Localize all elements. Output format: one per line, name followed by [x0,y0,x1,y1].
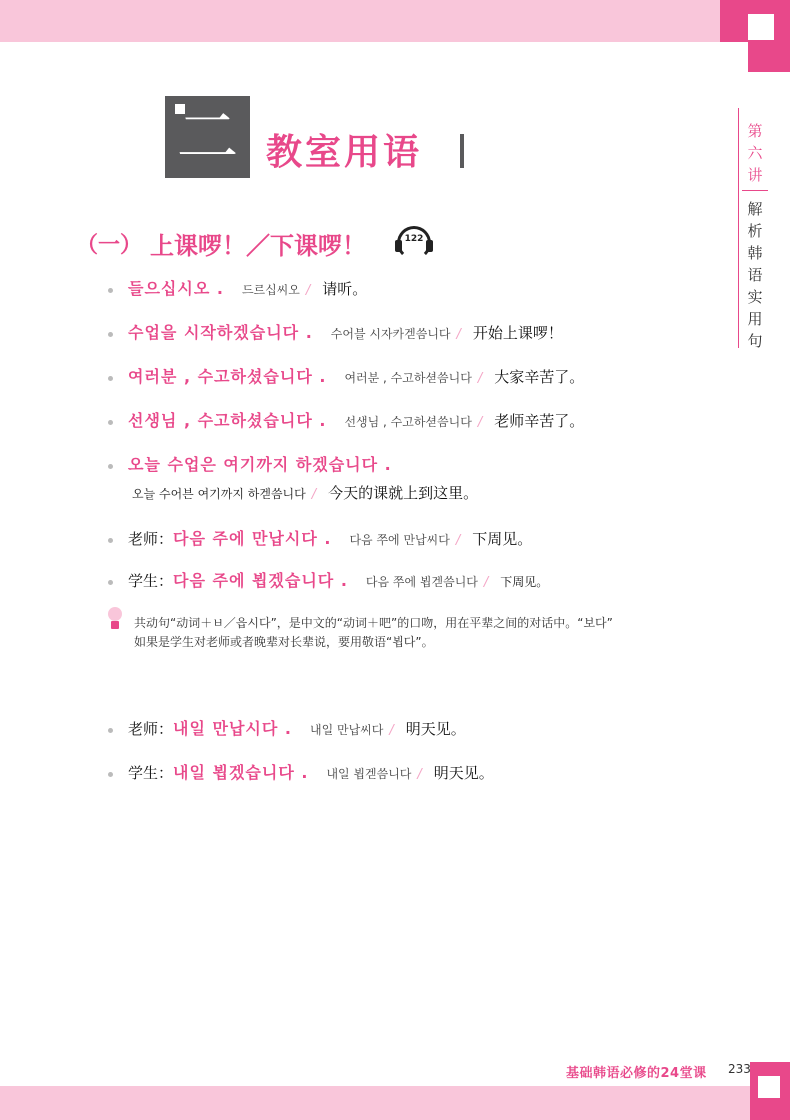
bottom-decor-band [0,1086,750,1120]
dialogue-row [108,526,532,549]
dialogue-pronunciation: 다음 쭈에 만납씨다 [349,533,450,547]
bullet-icon [108,772,113,777]
slash-divider: / [311,487,317,502]
slash-divider: / [389,723,394,738]
dialogue-korean: 다음 주에 뵙겠습니다 . [173,571,348,590]
phrase-korean: 수업을 시작하겠습니다 . [128,323,313,342]
subsection-heading [76,226,366,262]
bullet-icon [108,420,113,425]
phrase-pronunciation: 드르십씨오 [241,283,300,297]
subsection-title: 上课啰！／下课啰！ [150,232,367,260]
grammar-note-line: 共动句“动词＋ㅂ／읍시다”，是中文的“动词＋吧”的口吻，用在平辈之间的对话中。“보다” [134,616,613,630]
lightbulb-icon [106,607,124,633]
dialogue-row [108,716,466,739]
dialogue-korean: 내일 뵙겠습니다 . [173,763,309,782]
footer-book-title: 基础韩语必修的24堂课 [566,1066,707,1081]
section-title-bar [460,134,464,168]
dialogue-chinese: 下周见。 [500,575,549,589]
slash-divider: / [455,533,461,548]
grammar-note-line: 如果是学生对老师或者晚辈对长辈说，要用敬语“뵙다”。 [134,635,434,649]
slash-divider: / [483,575,489,590]
phrase-chinese: 开始上课啰！ [472,324,563,342]
phrase-chinese: 老师辛苦了。 [494,412,585,430]
phrase-korean: 여러분 , 수고하셨습니다 . [128,367,327,386]
audio-track-number: 122 [404,234,424,244]
phrase-chinese: 请听。 [322,280,368,298]
dialogue-korean: 다음 주에 만납시다 . [173,529,332,548]
side-tab-divider [742,190,768,191]
lightbulb-base [111,621,119,629]
dialogue-pronunciation: 다음 쭈에 뵙겓씀니다 [365,575,478,589]
grammar-note [134,614,724,652]
side-tab-subtitle: 解析韩语实用句 [747,200,763,350]
phrase-row [108,408,584,431]
top-right-corner-block-lower [748,42,790,72]
section-number: 二 [176,100,239,173]
bullet-icon [108,288,113,293]
phrase-korean: 선생님 , 수고하셨습니다 . [128,411,327,430]
slash-divider: / [477,415,483,430]
slash-divider: / [456,327,461,342]
dialogue-row [108,568,548,591]
bullet-icon [108,538,113,543]
bullet-icon [108,376,113,381]
dialogue-pronunciation: 내일 만납씨다 [309,723,384,737]
section-number-box [165,96,250,178]
section-title: 教室用语 [266,132,423,173]
phrase-pronunciation: 수어블 시자카겓씀니다 [330,327,451,341]
phrase-row [108,452,392,475]
dialogue-speaker: 学生： [128,764,174,782]
slash-divider: / [477,371,483,386]
page-number: 233 [728,1062,751,1076]
bullet-icon [108,580,113,585]
dialogue-speaker: 老师： [128,530,174,548]
phrase-pronunciation: 오늘 수어븐 여기까지 하겓씀니다 [132,487,306,501]
dialogue-pronunciation: 내일 뵙겓씀니다 [326,767,412,781]
phrase-chinese: 今天的课就上到这里。 [328,484,479,502]
phrase-row [108,276,367,299]
dialogue-chinese: 明天见。 [405,720,466,738]
phrase-korean: 오늘 수업은 여기까지 하겠습니다 . [128,455,392,474]
bullet-icon [108,464,113,469]
dialogue-chinese: 明天见。 [433,764,494,782]
lightbulb-glass [108,607,122,621]
dialogue-chinese: 下周见。 [472,530,533,548]
phrase-chinese: 大家辛苦了。 [494,368,585,386]
slash-divider: / [305,283,311,298]
subsection-number: （一） [76,233,143,258]
top-decor-band [0,0,720,42]
dialogue-korean: 내일 만납시다 . [173,719,292,738]
phrase-row-continued [132,482,478,503]
slash-divider: / [417,767,422,782]
dialogue-speaker: 老师： [128,720,174,738]
dialogue-row [108,760,494,783]
phrase-row [108,364,584,387]
phrase-pronunciation: 선생님 , 수고하셛씀니다 [344,415,472,429]
headphone-icon[interactable] [394,224,440,258]
bullet-icon [108,728,113,733]
phrase-pronunciation: 여러분 , 수고하셛씀니다 [344,371,472,385]
dialogue-speaker: 学生： [128,572,174,590]
bottom-right-corner-window [758,1076,780,1098]
phrase-row [108,320,563,343]
bullet-icon [108,332,113,337]
phrase-korean: 들으십시오 . [128,279,224,298]
top-right-corner-window [748,14,774,40]
side-tab-category: 第六讲 [747,122,763,184]
